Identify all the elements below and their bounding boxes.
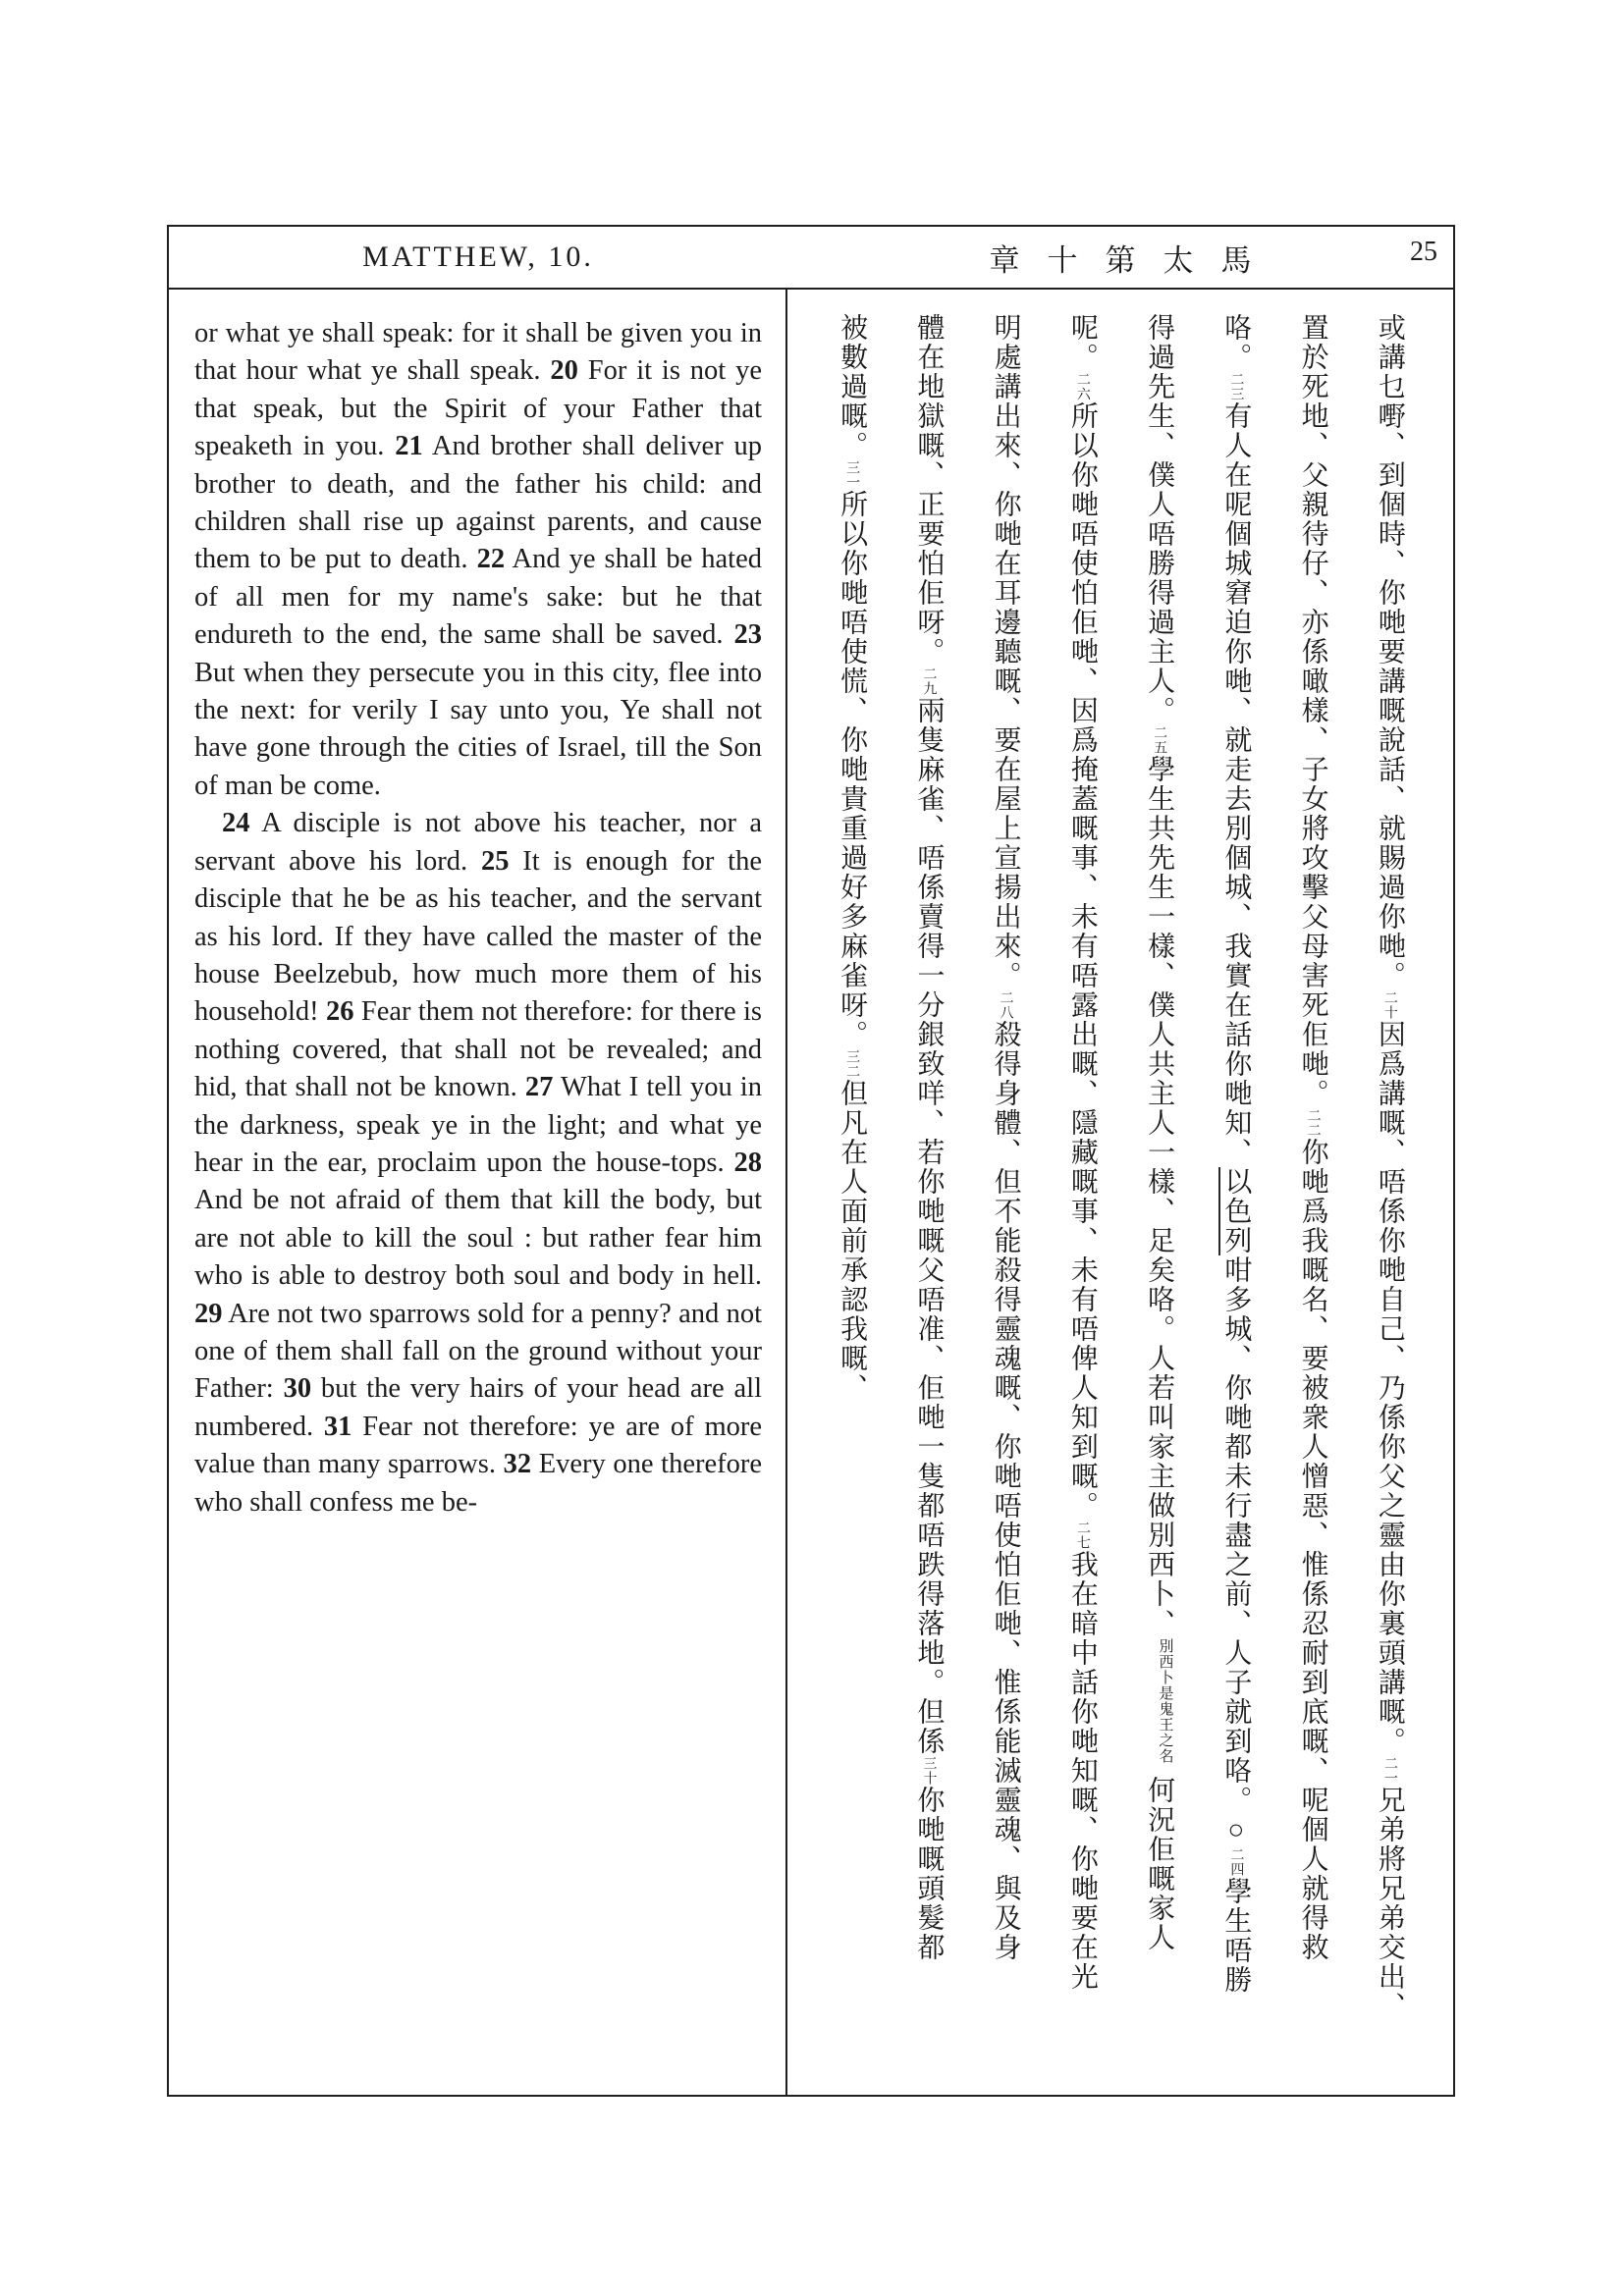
- verse-number-note: 二二: [1305, 1108, 1321, 1138]
- chinese-column: [1120, 313, 1197, 2079]
- chinese-column: [967, 313, 1044, 2079]
- verse-number-note: 三十: [921, 1756, 937, 1786]
- page-content: [169, 290, 1453, 2095]
- chinese-text-run: 咁多城、你哋都未行盡之前、人子就到咯。○: [1220, 1255, 1252, 1847]
- english-text-column: [169, 290, 785, 2095]
- chinese-column-text: [1373, 313, 1406, 2079]
- verse-number-note: 三一: [844, 460, 860, 490]
- chinese-column-text: [1065, 313, 1099, 2079]
- verse-number-note: 二十: [1381, 990, 1397, 1020]
- chinese-text-run: 呢。: [1066, 313, 1098, 372]
- chinese-column: [1351, 313, 1428, 2079]
- chinese-text-run: 所以你哋唔使慌、你哋貴重過好多麻雀呀。: [837, 490, 868, 1049]
- chinese-column-text: [1218, 313, 1252, 2079]
- chinese-column-text: [835, 313, 868, 2079]
- verse-number-note: 二七: [1074, 1521, 1090, 1550]
- chinese-column-text: [1296, 313, 1329, 2079]
- chinese-column-text: [911, 313, 945, 2079]
- chinese-text-run: 兄弟將兄弟交出、: [1374, 1786, 1405, 2021]
- chinese-column: [1044, 313, 1120, 2079]
- interlinear-note: 別西卜是鬼王之名: [1157, 1638, 1173, 1764]
- chinese-text-run: 咯。: [1220, 313, 1252, 372]
- verse-number-note: 三二: [844, 1049, 860, 1079]
- verse-number-note: 二一: [1381, 1756, 1397, 1786]
- chinese-text-run: 置於死地、父親待仔、亦係噉樣、子女將攻擊父母害死佢哋。: [1297, 313, 1328, 1108]
- chinese-text-run: 因爲講嘅、唔係你哋自己、乃係你父之靈由你裏頭講嘅。: [1374, 1020, 1405, 1756]
- chinese-text-run: 得過先生、僕人唔勝得過主人。: [1144, 313, 1175, 725]
- chinese-text-run: 我在暗中話你哋知嘅、你哋要在光: [1066, 1550, 1098, 1992]
- chinese-text-run: 學生共先生一樣、僕人共主人一樣、足矣咯。人若叫家主做別西卜、: [1144, 755, 1175, 1638]
- chinese-text-run: 你哋嘅頭髮都: [913, 1786, 945, 1962]
- proper-noun-marked-text: 以色列: [1220, 1167, 1252, 1255]
- verse-number-note: 二八: [998, 990, 1013, 1020]
- chinese-text-run: 何況佢嘅家人: [1144, 1776, 1175, 1952]
- page-number: 25: [1410, 237, 1437, 267]
- chinese-column-text: [989, 313, 1022, 2079]
- chinese-text-column: [787, 290, 1453, 2095]
- chinese-text-run: 學生唔勝: [1220, 1877, 1252, 1995]
- chinese-column-text: [1142, 313, 1175, 2079]
- chinese-text-run: 你哋爲我嘅名、要被衆人憎惡、惟係忍耐到底嘅、呢個人就得救: [1297, 1138, 1328, 1962]
- chinese-text-run: 明處講出來、你哋在耳邊聽嘅、要在屋上宣揚出來。: [990, 313, 1021, 990]
- page-header: [169, 227, 1453, 290]
- verse-number-note: 二四: [1228, 1847, 1244, 1877]
- chinese-column: [1274, 313, 1351, 2079]
- header-title-english: MATTHEW, 10.: [362, 240, 594, 273]
- chinese-text-run: 所以你哋唔使怕佢哋、因爲掩蓋嘅事、未有唔露出嘅、隱藏嘅事、未有唔俾人知到嘅。: [1066, 401, 1098, 1521]
- verse-number-note: 二三: [1228, 372, 1244, 401]
- chinese-text-run: 兩隻麻雀、唔係賣得一分銀致咩、若你哋嘅父唔准、佢哋一隻都唔跌得落地。但係: [913, 696, 945, 1756]
- verse-number-note: 二五: [1152, 725, 1167, 755]
- chinese-column: [1197, 313, 1273, 2079]
- chinese-text-run: 體在地獄嘅、正要怕佢呀。: [913, 313, 945, 667]
- english-paragraph: or what ye shall speak: for it shall be given you in that hour what ye shall speak. 20 For it is not ye that speak, but the Spirit of your Father that speaketh in you. 21 And brother shall deliver up brother to death, and the father his child: and children shall rise up against parents, and cause them to be put to death. 22 And ye shall be hated of all men for my name's sake: but he that endureth to the end, the same shall be saved. 23 But when they persecute you in this city, flee into the next: for verily I say unto you, Ye shall not have gone through the cities of Israel, till the Son of man be come.: [194, 318, 763, 801]
- chinese-column: [890, 313, 966, 2079]
- chinese-text-run: 被數過嘅。: [837, 313, 868, 460]
- book-page-frame: [167, 225, 1455, 2097]
- verse-number-note: 二六: [1074, 372, 1090, 401]
- english-paragraph: 24 A disciple is not above his teacher, nor a servant above his lord. 25 It is enough for the disciple that he be as his teacher, and the servant as his lord. If they have called the master of the house Beelzebub, how much more them of his household! 26 Fear them not therefore: for there is nothing covered, that shall not be revealed; and hid, that shall not be known. 27 What I tell you in the darkness, speak ye in the light; and what ye hear in the ear, proclaim upon the house-tops. 28 And be not afraid of them that kill the body, but are not able to kill the soul : but rather fear him who is able to destroy both soul and body in hell. 29 Are not two sparrows sold for a penny? and not one of them shall fall on the ground without your Father: 30 but the very hairs of your head are all numbered. 31 Fear not therefore: ye are of more value than many sparrows. 32 Every one therefore who shall confess me be-: [194, 808, 763, 1518]
- chinese-text-run: 殺得身體、但不能殺得靈魂嘅、你哋唔使怕佢哋、惟係能滅靈魂、與及身: [990, 1020, 1021, 1962]
- chinese-text-run: 但凡在人面前承認我嘅、: [837, 1079, 868, 1403]
- verse-number-note: 二九: [921, 667, 937, 696]
- chinese-column: [813, 313, 890, 2079]
- chinese-text-run: 或講乜嘢、到個時、你哋要講嘅說話、就賜過你哋。: [1374, 313, 1405, 990]
- chinese-text-run: 有人在呢個城窘迫你哋、就走去別個城、我實在話你哋知、: [1220, 401, 1252, 1167]
- header-title-chinese: 章十第太馬: [989, 242, 1279, 278]
